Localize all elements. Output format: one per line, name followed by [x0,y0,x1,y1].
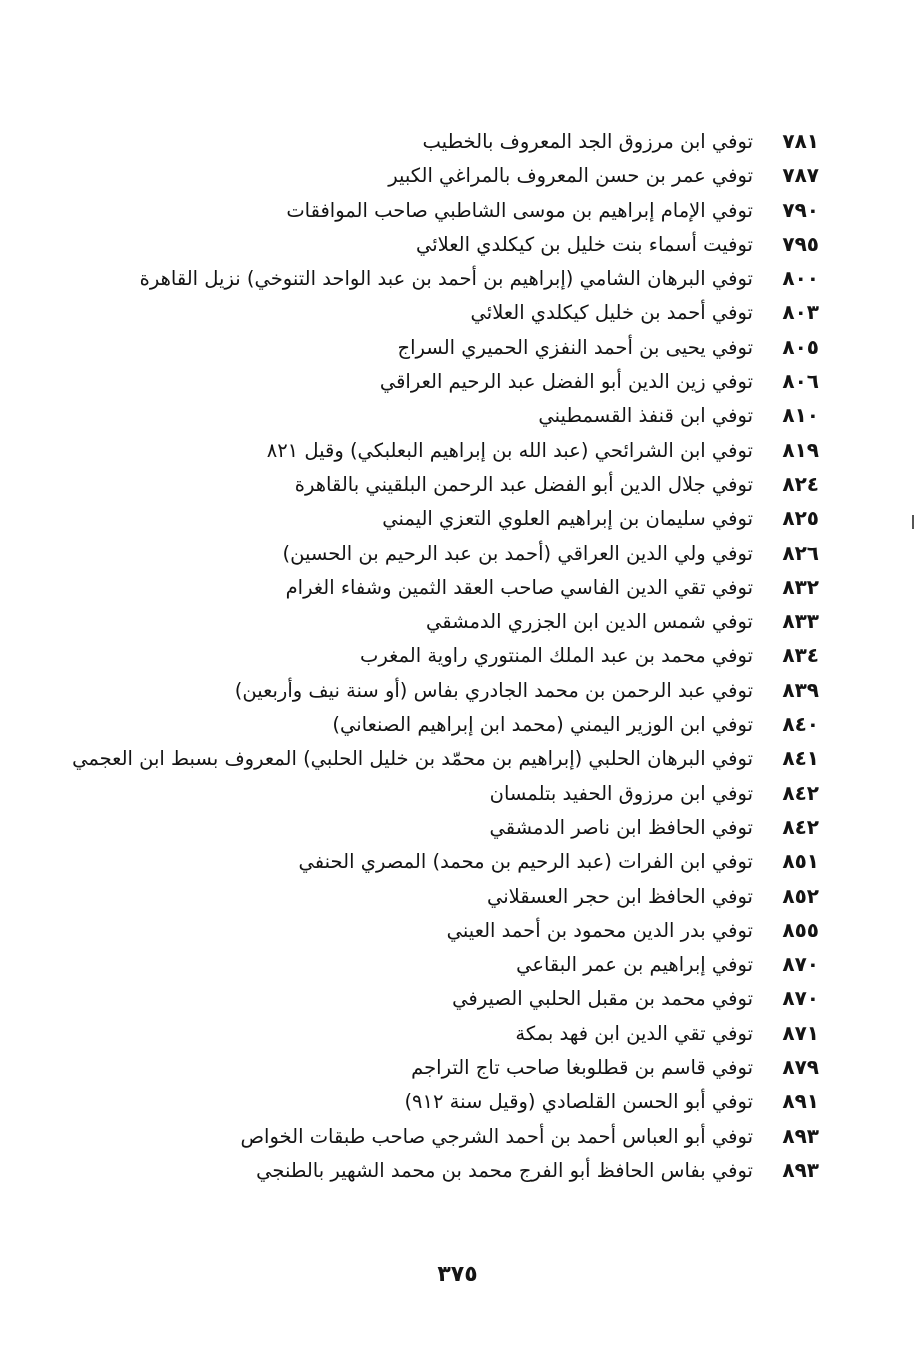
entry-year: ٧٩٠ [782,197,819,222]
entry-year: ٨٧٠ [782,986,819,1011]
entry-text: توفي عبد الرحمن بن محمد الجادري بفاس (أو سنة نيف وأربعين) [234,678,753,702]
entry-year: ٨٧٠ [782,952,819,977]
entry-year: ٨٧٩ [782,1055,819,1080]
list-item [59,1016,819,1050]
list-item [59,879,819,913]
entry-text: توفي البرهان الشامي (إبراهيم بن أحمد بن عبد الواحد التنوخي) نزيل القاهرة [139,267,753,291]
entry-text: توفي الحافظ ابن حجر العسقلاني [486,884,753,908]
entry-text: توفي شمس الدين ابن الجزري الدمشقي [425,610,753,634]
entry-text: توفي بفاس الحافظ أبو الفرج محمد بن محمد الشهير بالطنجي [256,1158,753,1182]
entry-text: توفي أبو الحسن القلصادي (وقيل سنة ٩١٢) [404,1090,753,1114]
entry-year: ٨٩٣ [782,1157,819,1182]
entry-year: ٨٣٣ [782,609,819,634]
entry-year: ٨٠٥ [782,334,819,359]
list-item [59,193,819,227]
chronology-list [59,124,819,1187]
entry-text: توفي إبراهيم بن عمر البقاعي [516,953,753,977]
list-item [59,330,819,364]
list-item [59,501,819,535]
entry-year: ٧٨١ [782,129,819,153]
entry-year: ٨٤٠ [782,712,819,737]
entry-year: ٨٥٢ [782,883,819,908]
list-item [59,124,819,158]
entry-text: توفي جلال الدين أبو الفضل عبد الرحمن البلقيني بالقاهرة [294,472,753,496]
entry-text: توفي يحيى بن أحمد النفزي الحميري السراج [397,335,753,359]
entry-year: ٨٤٢ [782,780,819,805]
list-item [59,1084,819,1118]
list-item [59,947,819,981]
entry-year: ٨٥١ [782,849,819,874]
entry-year: ٨١٠ [782,403,819,428]
entry-text: توفي ابن الشرائحي (عبد الله بن إبراهيم البعلبكي) وقيل ٨٢١ [266,438,753,462]
entry-year: ٧٨٧ [782,163,819,188]
entry-text: توفي ابن مرزوق الجد المعروف بالخطيب [422,130,753,153]
entry-text: توفي ابن مرزوق الحفيد بتلمسان [489,781,753,805]
entry-text: توفي ولي الدين العراقي (أحمد بن عبد الرحيم بن الحسين) [282,541,753,565]
entry-year: ٨٩٣ [782,1123,819,1148]
list-item [59,638,819,672]
entry-year: ٨٩١ [782,1089,819,1114]
entry-year: ٨٠٦ [782,369,819,394]
list-item [59,1153,819,1187]
entry-text: توفي قاسم بن قطلوبغا صاحب تاج التراجم [411,1056,753,1080]
entry-text: توفي ابن الفرات (عبد الرحيم بن محمد) المصري الحنفي [298,850,753,874]
entry-text: توفيت أسماء بنت خليل بن كيكلدي العلائي [415,232,753,256]
entry-text: توفي محمد بن مقبل الحلبي الصيرفي [452,987,753,1011]
list-item [59,261,819,295]
list-item [59,227,819,261]
entry-text: توفي سليمان بن إبراهيم العلوي التعزي اليمني [382,507,753,531]
entry-text: توفي بدر الدين محمود بن أحمد العيني [446,918,753,942]
entry-year: ٨٣٢ [782,574,819,599]
entry-text: توفي ابن الوزير اليمني (محمد ابن إبراهيم الصنعاني) [332,713,753,737]
entry-text: توفي تقي الدين ابن فهد بمكة [515,1021,753,1045]
list-item [59,536,819,570]
list-item [59,776,819,810]
list-item [59,364,819,398]
entry-text: توفي محمد بن عبد الملك المنتوري راوية المغرب [360,644,753,668]
list-item [59,913,819,947]
list-item [59,741,819,775]
entry-year: ٨٣٤ [782,643,819,668]
list-item [59,158,819,192]
list-item [59,810,819,844]
list-item [59,844,819,878]
list-item [59,295,819,329]
list-item [59,433,819,467]
list-item [59,570,819,604]
entry-year: ٨٢٥ [782,506,819,531]
entry-text: توفي ابن قنفذ القسمطيني [538,404,753,428]
entry-text: توفي زين الدين أبو الفضل عبد الرحيم العراقي [379,370,753,394]
entry-text: توفي أحمد بن خليل كيكلدي العلائي [470,301,753,325]
entry-text: توفي أبو العباس أحمد بن أحمد الشرجي صاحب طبقات الخواص [240,1124,753,1148]
list-item [59,1050,819,1084]
list-item [59,673,819,707]
entry-year: ٨٤٢ [782,814,819,839]
list-item [59,707,819,741]
entry-year: ٨١٩ [782,437,819,462]
list-item [59,1119,819,1153]
page-number: ٣٧٥ [437,1262,478,1287]
entry-year: ٨٤١ [782,746,819,771]
entry-year: ٨٧١ [782,1020,819,1045]
margin-mark [912,515,914,529]
entry-year: ٨٠٣ [782,300,819,325]
entry-text: توفي تقي الدين الفاسي صاحب العقد الثمين وشفاء الغرام [285,575,753,599]
list-item [59,604,819,638]
entry-text: توفي البرهان الحلبي (إبراهيم بن محمّد بن خليل الحلبي) المعروف بسبط ابن العجمي [72,747,753,771]
entry-year: ٨٢٤ [782,471,819,496]
entry-year: ٧٩٥ [782,231,819,256]
list-item [59,398,819,432]
entry-year: ٨٥٥ [782,917,819,942]
entry-text: توفي الحافظ ابن ناصر الدمشقي [489,815,753,839]
list-item [59,981,819,1015]
list-item [59,467,819,501]
entry-year: ٨٠٠ [782,266,819,291]
entry-year: ٨٣٩ [782,677,819,702]
entry-text: توفي عمر بن حسن المعروف بالمراغي الكبير [388,164,753,188]
entry-text: توفي الإمام إبراهيم بن موسى الشاطبي صاحب الموافقات [286,198,753,222]
entry-year: ٨٢٦ [782,540,819,565]
